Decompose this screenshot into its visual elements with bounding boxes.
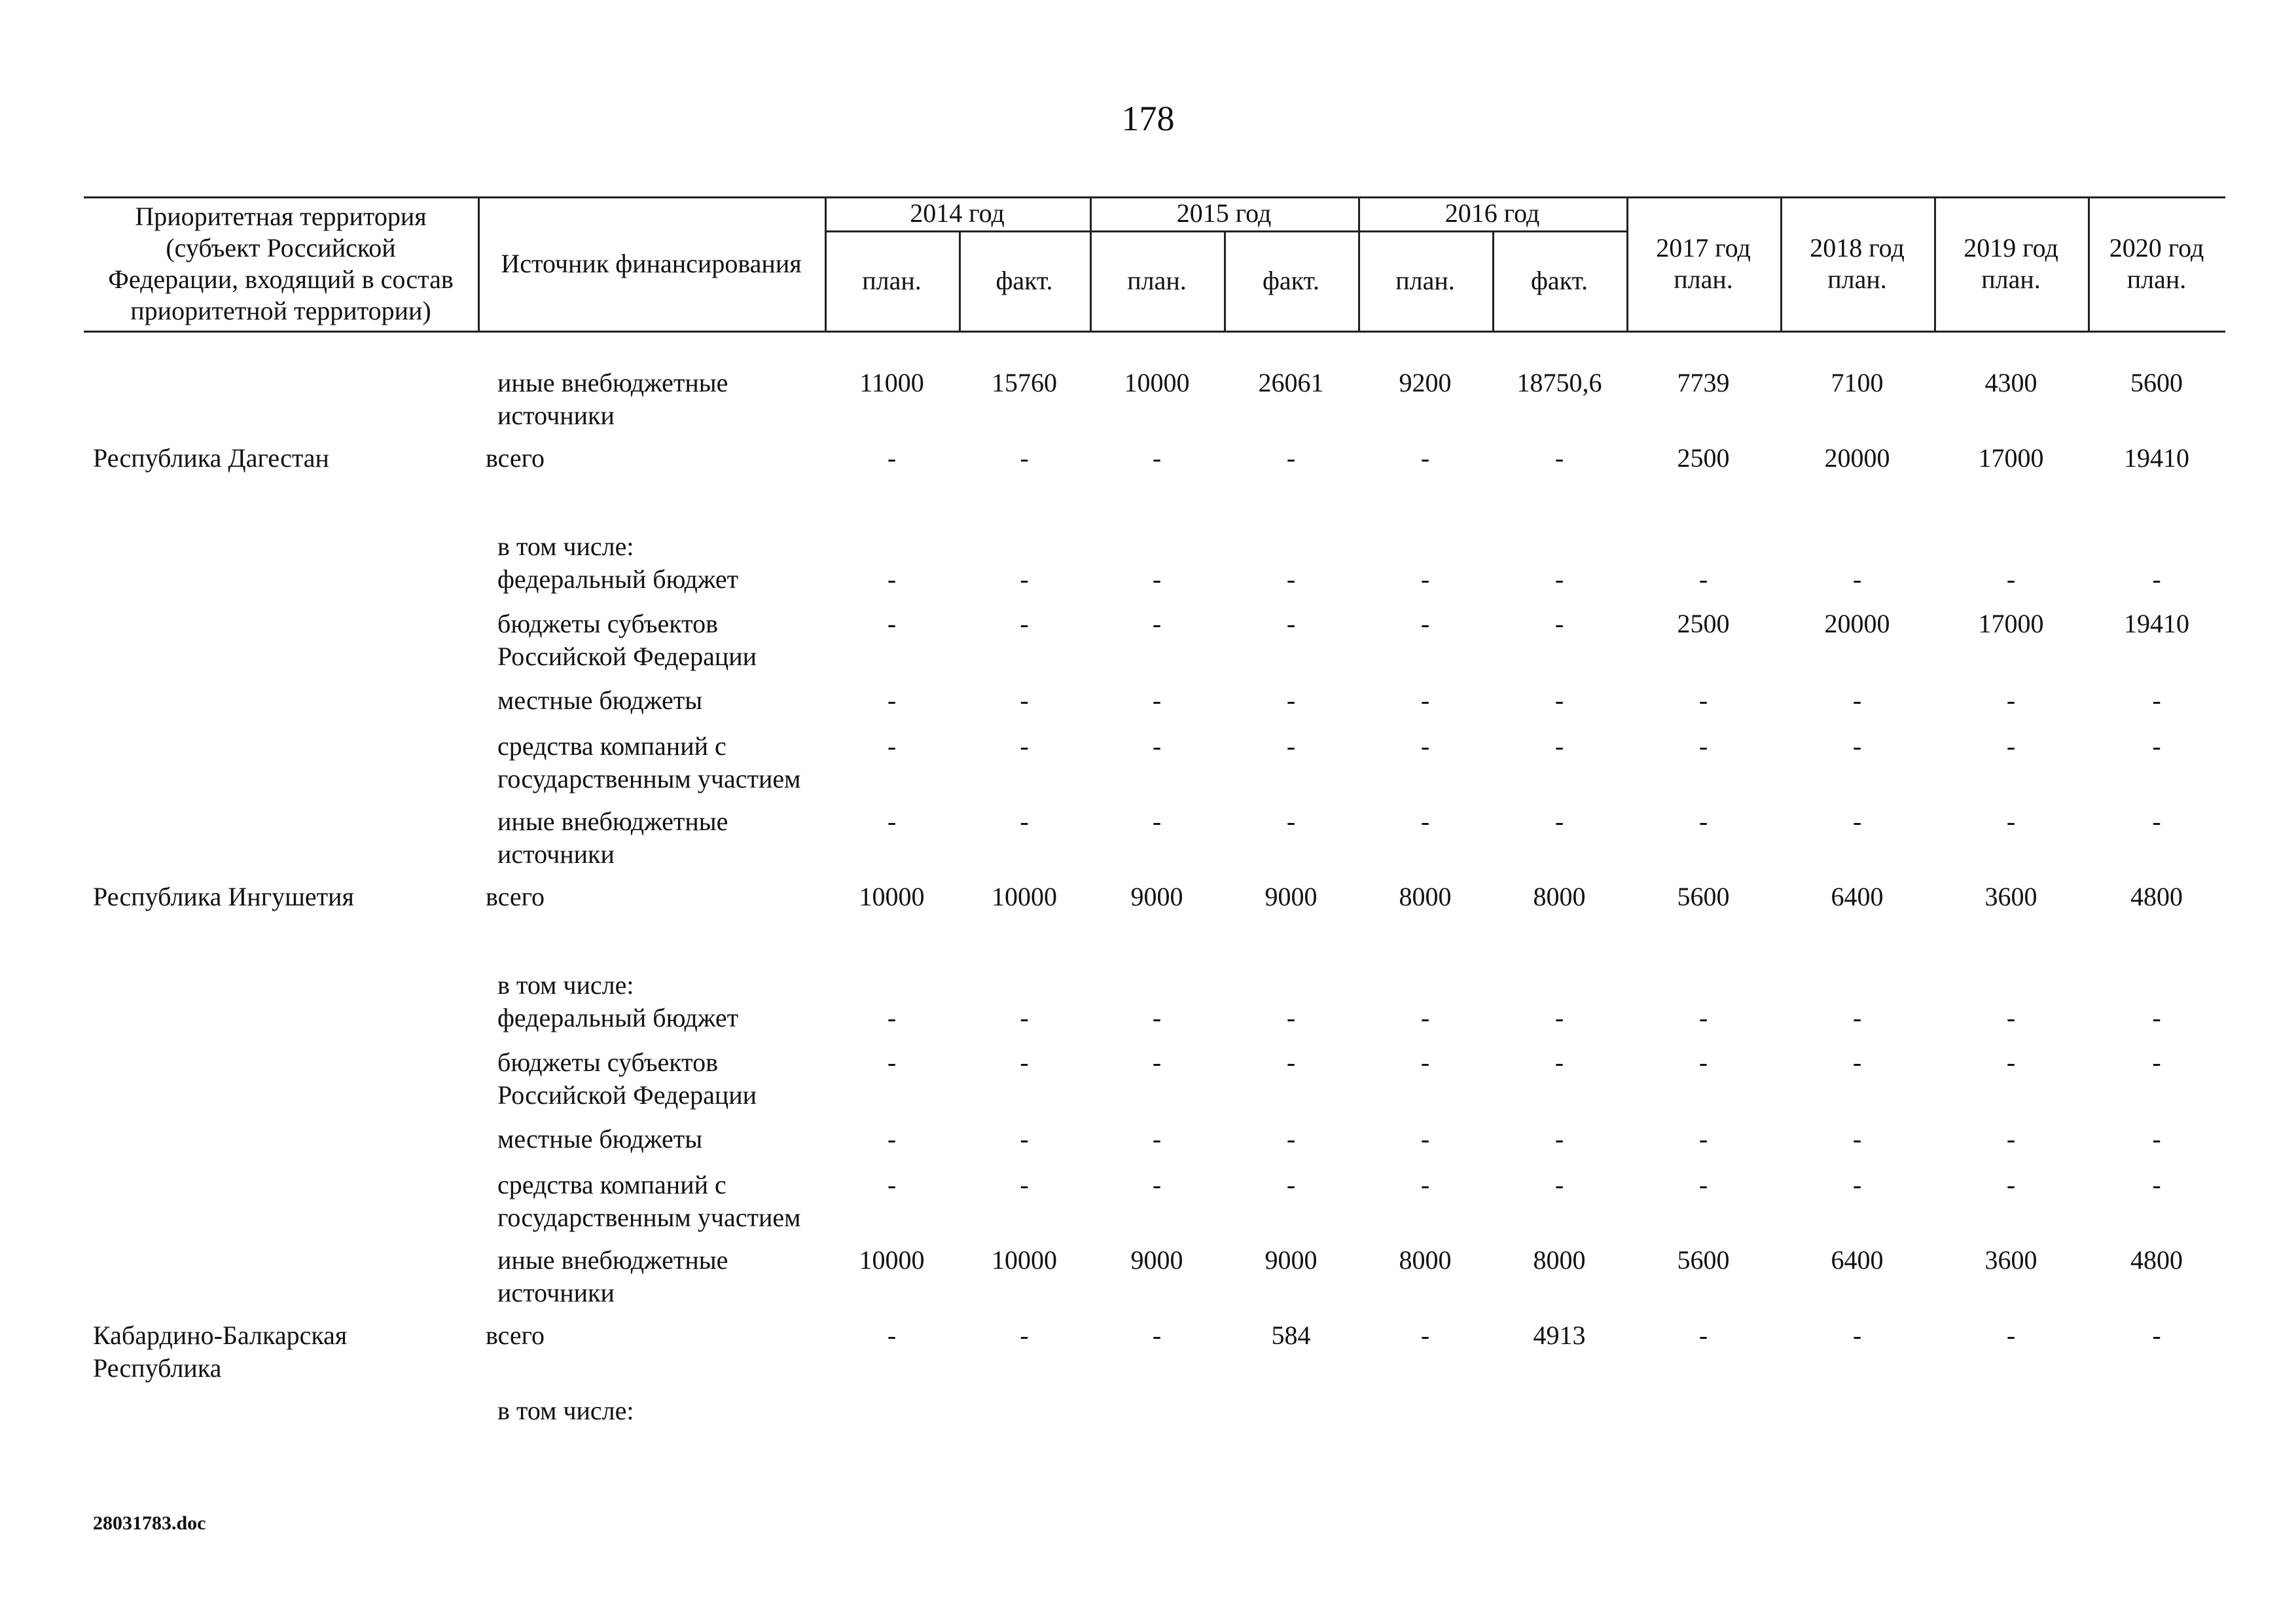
value-cell: - bbox=[1852, 731, 1862, 761]
value-cell: 3600 bbox=[1984, 1245, 2037, 1275]
value-cell: - bbox=[1698, 1003, 1708, 1032]
value-cell: 10000 bbox=[859, 1245, 925, 1275]
value-cell: - bbox=[2152, 807, 2161, 836]
financing-source: бюджеты субъектов Российской Федерации bbox=[497, 609, 757, 671]
page-number: 178 bbox=[1121, 99, 1175, 138]
value-cell: 8000 bbox=[1399, 1245, 1452, 1275]
value-cell: - bbox=[2006, 807, 2016, 836]
value-cell: 5600 bbox=[2130, 368, 2183, 397]
value-cell: - bbox=[1152, 1124, 1162, 1154]
value-cell: - bbox=[1152, 731, 1162, 761]
value-cell: - bbox=[2006, 1170, 2016, 1199]
value-cell: 6400 bbox=[1831, 1245, 1884, 1275]
financing-source: федеральный бюджет bbox=[497, 1003, 739, 1032]
value-cell: 9000 bbox=[1130, 1245, 1183, 1275]
financing-source: федеральный бюджет bbox=[497, 564, 739, 594]
value-cell: - bbox=[2152, 1321, 2161, 1350]
value-cell: - bbox=[2152, 564, 2161, 594]
value-cell: - bbox=[1554, 807, 1564, 836]
value-cell: - bbox=[1554, 443, 1564, 473]
value-cell: - bbox=[1554, 685, 1564, 715]
value-cell: - bbox=[1152, 443, 1162, 473]
value-cell: 584 bbox=[1271, 1321, 1311, 1350]
value-cell: 3600 bbox=[1984, 882, 2037, 911]
value-cell: - bbox=[1698, 807, 1708, 836]
value-cell: - bbox=[887, 1003, 897, 1032]
value-cell: 7739 bbox=[1677, 368, 1730, 397]
plan-year-header: 2017 год план. bbox=[1656, 232, 1751, 294]
value-cell: 8000 bbox=[1399, 882, 1452, 911]
sub-column-header: план. bbox=[862, 265, 922, 295]
financing-source: иные внебюджетные источники bbox=[497, 807, 728, 869]
value-cell: - bbox=[1698, 1124, 1708, 1154]
value-cell: - bbox=[1852, 564, 1862, 594]
value-cell: - bbox=[2152, 1003, 2161, 1032]
value-cell: - bbox=[1698, 685, 1708, 715]
value-cell: - bbox=[887, 807, 897, 836]
value-cell: 2500 bbox=[1677, 609, 1730, 638]
plan-year-header: 2020 год план. bbox=[2109, 232, 2204, 294]
value-cell: 11000 bbox=[859, 368, 924, 397]
value-cell: - bbox=[1852, 1048, 1862, 1077]
value-cell: 20000 bbox=[1824, 609, 1890, 638]
value-cell: 4300 bbox=[1984, 368, 2037, 397]
value-cell: - bbox=[1286, 564, 1296, 594]
value-cell: - bbox=[1554, 609, 1564, 638]
value-cell: - bbox=[2152, 1048, 2161, 1077]
value-cell: - bbox=[1286, 609, 1296, 638]
value-cell: - bbox=[887, 1124, 897, 1154]
value-cell: - bbox=[1852, 1003, 1862, 1032]
value-cell: - bbox=[1554, 1170, 1564, 1199]
value-cell: - bbox=[1152, 609, 1162, 638]
value-cell: - bbox=[1286, 1170, 1296, 1199]
value-cell: - bbox=[1020, 807, 1029, 836]
value-cell: 8000 bbox=[1533, 882, 1586, 911]
value-cell: - bbox=[1152, 1321, 1162, 1350]
value-cell: - bbox=[887, 1321, 897, 1350]
financing-source: средства компаний с государственным участием bbox=[497, 1170, 801, 1232]
sub-column-header: факт. bbox=[996, 265, 1053, 295]
value-cell: 4800 bbox=[2130, 1245, 2183, 1275]
value-cell: - bbox=[1286, 1048, 1296, 1077]
value-cell: - bbox=[1554, 1003, 1564, 1032]
financing-source: иные внебюджетные источники bbox=[497, 1245, 728, 1307]
financing-source: всего bbox=[486, 882, 545, 911]
territory-column-header: Приоритетная территория (субъект Российской Федерации, входящий в состав приоритетной территории) bbox=[108, 201, 454, 325]
value-cell: - bbox=[1020, 731, 1029, 761]
value-cell: - bbox=[1152, 564, 1162, 594]
value-cell: - bbox=[887, 685, 897, 715]
year-group-header: 2014 год bbox=[910, 198, 1005, 228]
value-cell: - bbox=[2006, 1048, 2016, 1077]
territory-name: Республика Ингушетия bbox=[93, 882, 354, 911]
value-cell: - bbox=[1554, 731, 1564, 761]
value-cell: - bbox=[1852, 685, 1862, 715]
year-group-header: 2015 год bbox=[1176, 198, 1272, 228]
value-cell: 17000 bbox=[1978, 609, 2044, 638]
value-cell: - bbox=[2152, 1170, 2161, 1199]
value-cell: - bbox=[2006, 1003, 2016, 1032]
sub-column-header: факт. bbox=[1530, 265, 1588, 295]
territory-name: Республика Дагестан bbox=[93, 443, 329, 473]
value-cell: - bbox=[1420, 807, 1430, 836]
territory-name: Кабардино-Балкарская Республика bbox=[93, 1321, 348, 1383]
value-cell: - bbox=[2152, 731, 2161, 761]
value-cell: - bbox=[1698, 564, 1708, 594]
value-cell: - bbox=[887, 1048, 897, 1077]
value-cell: - bbox=[1698, 1321, 1708, 1350]
value-cell: - bbox=[1420, 443, 1430, 473]
value-cell: - bbox=[1420, 1170, 1430, 1199]
value-cell: - bbox=[1554, 1048, 1564, 1077]
value-cell: - bbox=[1152, 1170, 1162, 1199]
value-cell: - bbox=[1020, 1048, 1029, 1077]
value-cell: - bbox=[1286, 731, 1296, 761]
value-cell: - bbox=[1852, 1124, 1862, 1154]
value-cell: - bbox=[1420, 685, 1430, 715]
value-cell: - bbox=[1554, 564, 1564, 594]
value-cell: - bbox=[2006, 564, 2016, 594]
value-cell: - bbox=[2006, 1124, 2016, 1154]
value-cell: - bbox=[887, 564, 897, 594]
value-cell: 10000 bbox=[992, 1245, 1057, 1275]
value-cell: 4913 bbox=[1533, 1321, 1586, 1350]
value-cell: - bbox=[1020, 609, 1029, 638]
value-cell: - bbox=[1020, 1003, 1029, 1032]
value-cell: 9000 bbox=[1265, 882, 1318, 911]
sub-column-header: план. bbox=[1395, 265, 1455, 295]
value-cell: - bbox=[1852, 1321, 1862, 1350]
year-group-header: 2016 год bbox=[1444, 198, 1540, 228]
value-cell: - bbox=[1852, 807, 1862, 836]
value-cell: 19410 bbox=[2124, 609, 2189, 638]
value-cell: - bbox=[1020, 1170, 1029, 1199]
value-cell: 10000 bbox=[992, 882, 1057, 911]
value-cell: - bbox=[2152, 685, 2161, 715]
sub-column-header: план. bbox=[1127, 265, 1187, 295]
value-cell: - bbox=[1020, 443, 1029, 473]
value-cell: 6400 bbox=[1831, 882, 1884, 911]
value-cell: 7100 bbox=[1831, 368, 1884, 397]
value-cell: - bbox=[2152, 1124, 2161, 1154]
value-cell: - bbox=[1286, 685, 1296, 715]
value-cell: 5600 bbox=[1677, 1245, 1730, 1275]
value-cell: - bbox=[1698, 1170, 1708, 1199]
value-cell: - bbox=[1420, 1321, 1430, 1350]
value-cell: - bbox=[1286, 443, 1296, 473]
value-cell: - bbox=[1554, 1124, 1564, 1154]
value-cell: - bbox=[1020, 1321, 1029, 1350]
value-cell: - bbox=[1286, 1124, 1296, 1154]
document-filename: 28031783.doc bbox=[93, 1512, 206, 1534]
value-cell: - bbox=[1152, 1003, 1162, 1032]
financing-source: всего bbox=[486, 1321, 545, 1350]
value-cell: - bbox=[2006, 685, 2016, 715]
financing-source: средства компаний с государственным участием bbox=[497, 731, 801, 793]
source-column-header: Источник финансирования bbox=[501, 248, 802, 278]
value-cell: - bbox=[1286, 807, 1296, 836]
value-cell: 9000 bbox=[1130, 882, 1183, 911]
value-cell: - bbox=[1420, 609, 1430, 638]
financing-source: иные внебюджетные источники bbox=[497, 368, 728, 430]
sub-column-header: факт. bbox=[1262, 265, 1320, 295]
value-cell: - bbox=[1420, 1003, 1430, 1032]
value-cell: - bbox=[1020, 1124, 1029, 1154]
value-cell: - bbox=[1152, 807, 1162, 836]
financing-source: в том числе: bbox=[497, 532, 634, 561]
value-cell: 18750,6 bbox=[1516, 368, 1602, 397]
value-cell: - bbox=[2006, 731, 2016, 761]
financing-source: в том числе: bbox=[497, 970, 634, 1000]
value-cell: 5600 bbox=[1677, 882, 1730, 911]
value-cell: - bbox=[1420, 1124, 1430, 1154]
value-cell: 8000 bbox=[1533, 1245, 1586, 1275]
value-cell: 26061 bbox=[1258, 368, 1324, 397]
value-cell: 10000 bbox=[1124, 368, 1190, 397]
value-cell: 4800 bbox=[2130, 882, 2183, 911]
value-cell: - bbox=[887, 443, 897, 473]
value-cell: - bbox=[1852, 1170, 1862, 1199]
value-cell: 20000 bbox=[1824, 443, 1890, 473]
value-cell: - bbox=[1020, 685, 1029, 715]
financing-source: местные бюджеты bbox=[497, 1124, 703, 1154]
value-cell: - bbox=[1152, 685, 1162, 715]
value-cell: 9000 bbox=[1265, 1245, 1318, 1275]
value-cell: - bbox=[2006, 1321, 2016, 1350]
value-cell: - bbox=[1420, 564, 1430, 594]
value-cell: 15760 bbox=[992, 368, 1057, 397]
value-cell: 17000 bbox=[1978, 443, 2044, 473]
value-cell: - bbox=[887, 609, 897, 638]
plan-year-header: 2018 год план. bbox=[1810, 232, 1905, 294]
value-cell: - bbox=[1020, 564, 1029, 594]
financing-source: в том числе: bbox=[497, 1396, 634, 1425]
financing-source: бюджеты субъектов Российской Федерации bbox=[497, 1048, 757, 1110]
value-cell: 19410 bbox=[2124, 443, 2189, 473]
value-cell: - bbox=[1286, 1003, 1296, 1032]
header-bottom-rule bbox=[84, 331, 2225, 333]
financing-source: всего bbox=[486, 443, 545, 473]
value-cell: 9200 bbox=[1399, 368, 1452, 397]
value-cell: - bbox=[1698, 1048, 1708, 1077]
value-cell: - bbox=[887, 731, 897, 761]
value-cell: - bbox=[1698, 731, 1708, 761]
plan-year-header: 2019 год план. bbox=[1964, 232, 2058, 294]
value-cell: - bbox=[1420, 731, 1430, 761]
value-cell: - bbox=[1152, 1048, 1162, 1077]
value-cell: - bbox=[1420, 1048, 1430, 1077]
value-cell: - bbox=[887, 1170, 897, 1199]
value-cell: 2500 bbox=[1677, 443, 1730, 473]
value-cell: 10000 bbox=[859, 882, 925, 911]
financing-source: местные бюджеты bbox=[497, 685, 703, 715]
